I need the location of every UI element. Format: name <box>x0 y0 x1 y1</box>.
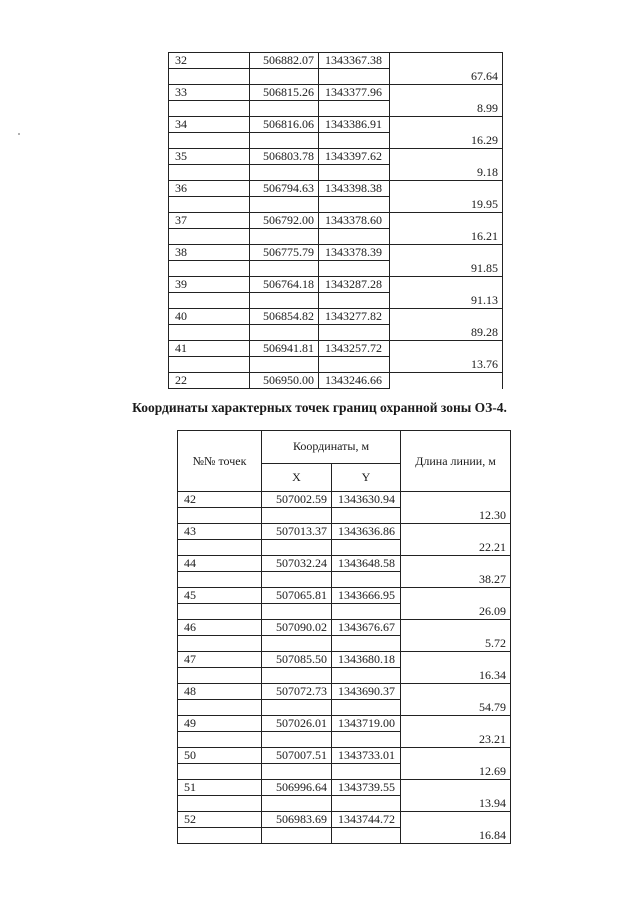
line-length-spacer <box>401 716 511 732</box>
coord-x: 506854.82 <box>250 309 319 325</box>
line-length-spacer <box>390 245 503 261</box>
table-row-length <box>169 165 503 181</box>
line-length: 54.79 <box>401 700 511 716</box>
line-length: 23.21 <box>401 732 511 748</box>
empty-cell <box>262 700 332 716</box>
line-length-spacer <box>401 556 511 572</box>
line-length-spacer <box>401 588 511 604</box>
table-row-length <box>178 604 511 620</box>
coord-y: 1343287.28 <box>319 277 390 293</box>
header-x: X <box>262 463 332 491</box>
table-row-length <box>178 668 511 684</box>
table-row <box>178 684 511 700</box>
table-row <box>178 492 511 508</box>
line-length: 91.85 <box>390 261 503 277</box>
empty-cell <box>319 101 390 117</box>
coord-y: 1343378.60 <box>319 213 390 229</box>
table-row-length <box>178 700 511 716</box>
empty-cell <box>262 732 332 748</box>
table-row <box>178 812 511 828</box>
empty-cell <box>332 828 401 844</box>
coord-y: 1343377.96 <box>319 85 390 101</box>
coord-y: 1343739.55 <box>332 780 401 796</box>
empty-cell <box>178 764 262 780</box>
empty-cell <box>262 604 332 620</box>
coord-x: 507072.73 <box>262 684 332 700</box>
point-number: 46 <box>178 620 262 636</box>
point-number: 33 <box>169 85 250 101</box>
empty-cell <box>169 197 250 213</box>
coord-x: 506764.18 <box>250 277 319 293</box>
point-number: 44 <box>178 556 262 572</box>
table-row <box>169 341 503 357</box>
empty-cell <box>262 764 332 780</box>
line-length-spacer <box>390 213 503 229</box>
line-length: 91.13 <box>390 293 503 309</box>
empty-cell <box>319 165 390 181</box>
table-row-length <box>169 229 503 245</box>
table-row <box>178 716 511 732</box>
coord-x: 507085.50 <box>262 652 332 668</box>
point-number: 43 <box>178 524 262 540</box>
coord-y: 1343398.38 <box>319 181 390 197</box>
table-row <box>169 277 503 293</box>
empty-cell <box>178 508 262 524</box>
line-length: 8.99 <box>390 101 503 117</box>
table-row-length <box>178 732 511 748</box>
coord-y: 1343680.18 <box>332 652 401 668</box>
point-number: 36 <box>169 181 250 197</box>
empty-cell <box>319 293 390 309</box>
coord-y: 1343648.58 <box>332 556 401 572</box>
line-length: 13.94 <box>401 796 511 812</box>
point-number: 47 <box>178 652 262 668</box>
header-y: Y <box>332 463 401 491</box>
coord-y: 1343378.39 <box>319 245 390 261</box>
coord-y: 1343397.62 <box>319 149 390 165</box>
coord-x: 507032.24 <box>262 556 332 572</box>
table-row-length <box>169 197 503 213</box>
table-row-length <box>178 796 511 812</box>
empty-cell <box>319 197 390 213</box>
line-length-spacer <box>401 524 511 540</box>
empty-cell <box>250 101 319 117</box>
table-row-length <box>169 261 503 277</box>
empty-cell <box>178 540 262 556</box>
table-row <box>169 117 503 133</box>
empty-cell <box>332 700 401 716</box>
line-length-spacer <box>401 748 511 764</box>
table-row <box>169 181 503 197</box>
empty-cell <box>250 133 319 149</box>
point-number: 48 <box>178 684 262 700</box>
table-row <box>169 85 503 101</box>
point-number: 40 <box>169 309 250 325</box>
empty-cell <box>262 828 332 844</box>
scan-speck <box>18 133 20 135</box>
empty-cell <box>250 229 319 245</box>
empty-cell <box>169 261 250 277</box>
table-row <box>169 373 503 389</box>
coordinates-table-continued <box>168 52 503 389</box>
line-length: 16.84 <box>401 828 511 844</box>
coord-x: 507002.59 <box>262 492 332 508</box>
coord-y: 1343676.67 <box>332 620 401 636</box>
coord-x: 506815.26 <box>250 85 319 101</box>
point-number: 39 <box>169 277 250 293</box>
empty-cell <box>169 293 250 309</box>
line-length-spacer <box>390 53 503 69</box>
table-row <box>178 524 511 540</box>
header-line-length: Длина линии, м <box>401 431 511 492</box>
table-row-length <box>169 293 503 309</box>
empty-cell <box>178 828 262 844</box>
line-length: 16.34 <box>401 668 511 684</box>
empty-cell <box>332 764 401 780</box>
coord-x: 507090.02 <box>262 620 332 636</box>
point-number: 37 <box>169 213 250 229</box>
empty-cell <box>169 133 250 149</box>
line-length-spacer <box>390 309 503 325</box>
coord-y: 1343719.00 <box>332 716 401 732</box>
coord-x: 507065.81 <box>262 588 332 604</box>
coord-y: 1343690.37 <box>332 684 401 700</box>
line-length-spacer <box>401 684 511 700</box>
line-length-spacer <box>401 652 511 668</box>
line-length-spacer <box>390 341 503 357</box>
line-length-spacer <box>401 492 511 508</box>
empty-cell <box>262 572 332 588</box>
empty-cell <box>332 540 401 556</box>
empty-cell <box>169 69 250 85</box>
line-length: 9.18 <box>390 165 503 181</box>
empty-cell <box>178 732 262 748</box>
empty-cell <box>332 604 401 620</box>
empty-cell <box>319 357 390 373</box>
empty-cell <box>178 604 262 620</box>
empty-cell <box>169 229 250 245</box>
line-length: 16.29 <box>390 133 503 149</box>
point-number: 41 <box>169 341 250 357</box>
point-number: 49 <box>178 716 262 732</box>
empty-cell <box>250 197 319 213</box>
empty-cell <box>332 636 401 652</box>
header-coordinates: Координаты, м <box>262 431 401 464</box>
coord-y: 1343367.38 <box>319 53 390 69</box>
point-number: 45 <box>178 588 262 604</box>
line-length-spacer <box>401 812 511 828</box>
table-row-length <box>178 572 511 588</box>
coord-x: 507013.37 <box>262 524 332 540</box>
coord-x: 506950.00 <box>250 373 319 389</box>
table-row <box>169 213 503 229</box>
line-length: 22.21 <box>401 540 511 556</box>
coord-y: 1343246.66 <box>319 373 390 389</box>
line-length: 12.30 <box>401 508 511 524</box>
table-row-length <box>169 101 503 117</box>
empty-cell <box>262 636 332 652</box>
empty-cell <box>169 101 250 117</box>
coord-y: 1343666.95 <box>332 588 401 604</box>
coord-y: 1343744.72 <box>332 812 401 828</box>
table-row-length <box>169 69 503 85</box>
point-number: 51 <box>178 780 262 796</box>
line-length: 19.95 <box>390 197 503 213</box>
table-row-length <box>169 357 503 373</box>
line-length: 67.64 <box>390 69 503 85</box>
point-number: 52 <box>178 812 262 828</box>
point-number: 35 <box>169 149 250 165</box>
line-length-spacer <box>390 85 503 101</box>
coord-x: 507007.51 <box>262 748 332 764</box>
empty-cell <box>319 133 390 149</box>
empty-cell <box>169 325 250 341</box>
empty-cell <box>250 357 319 373</box>
empty-cell <box>250 165 319 181</box>
point-number: 34 <box>169 117 250 133</box>
empty-cell <box>319 261 390 277</box>
empty-cell <box>178 636 262 652</box>
table-row <box>169 149 503 165</box>
empty-cell <box>262 796 332 812</box>
empty-cell <box>250 293 319 309</box>
empty-cell <box>178 700 262 716</box>
line-length: 5.72 <box>401 636 511 652</box>
table-row-length <box>169 325 503 341</box>
empty-cell <box>250 325 319 341</box>
empty-cell <box>332 796 401 812</box>
coord-y: 1343733.01 <box>332 748 401 764</box>
line-length-spacer <box>401 620 511 636</box>
table-row <box>169 245 503 261</box>
table-row <box>178 556 511 572</box>
point-number: 42 <box>178 492 262 508</box>
table-row <box>178 748 511 764</box>
empty-cell <box>332 508 401 524</box>
line-length: 38.27 <box>401 572 511 588</box>
line-length-spacer <box>390 117 503 133</box>
empty-cell <box>178 572 262 588</box>
coord-x: 506794.63 <box>250 181 319 197</box>
table-row <box>178 780 511 796</box>
table-row <box>178 652 511 668</box>
empty-cell <box>178 668 262 684</box>
line-length-spacer <box>401 780 511 796</box>
table-row-length <box>169 133 503 149</box>
line-length: 13.76 <box>390 357 503 373</box>
line-length-spacer <box>390 181 503 197</box>
empty-cell <box>262 508 332 524</box>
coord-x: 506996.64 <box>262 780 332 796</box>
table2-body <box>178 492 511 844</box>
table-row <box>169 309 503 325</box>
table-row-length <box>178 508 511 524</box>
line-length-spacer <box>390 277 503 293</box>
empty-cell <box>319 69 390 85</box>
coord-x: 506792.00 <box>250 213 319 229</box>
table-row-length <box>178 764 511 780</box>
empty-cell <box>332 572 401 588</box>
point-number: 32 <box>169 53 250 69</box>
line-length-spacer <box>390 149 503 165</box>
empty-cell <box>169 165 250 181</box>
line-length: 12.69 <box>401 764 511 780</box>
empty-cell <box>319 325 390 341</box>
coord-y: 1343277.82 <box>319 309 390 325</box>
empty-cell <box>250 261 319 277</box>
table-row-length <box>178 828 511 844</box>
empty-cell <box>262 540 332 556</box>
empty-cell <box>332 732 401 748</box>
coord-x: 506983.69 <box>262 812 332 828</box>
coord-x: 507026.01 <box>262 716 332 732</box>
section-title: Координаты характерных точек границ охранной зоны ОЗ-4. <box>132 400 507 415</box>
table-row <box>178 588 511 604</box>
coord-y: 1343257.72 <box>319 341 390 357</box>
point-number: 22 <box>169 373 250 389</box>
table-row <box>169 53 503 69</box>
empty-cell <box>332 668 401 684</box>
empty-cell <box>178 796 262 812</box>
table1-body <box>169 53 503 389</box>
coord-x: 506882.07 <box>250 53 319 69</box>
line-length-spacer <box>390 373 503 389</box>
empty-cell <box>169 357 250 373</box>
table-row-length <box>178 636 511 652</box>
header-point-number: №№ точек <box>178 431 262 492</box>
line-length: 16.21 <box>390 229 503 245</box>
coord-x: 506816.06 <box>250 117 319 133</box>
line-length: 26.09 <box>401 604 511 620</box>
table2-header <box>178 431 511 492</box>
coord-y: 1343630.94 <box>332 492 401 508</box>
coord-x: 506941.81 <box>250 341 319 357</box>
empty-cell <box>262 668 332 684</box>
coord-x: 506775.79 <box>250 245 319 261</box>
empty-cell <box>319 229 390 245</box>
table-row <box>178 620 511 636</box>
coord-y: 1343386.91 <box>319 117 390 133</box>
line-length: 89.28 <box>390 325 503 341</box>
empty-cell <box>250 69 319 85</box>
coordinates-table-oz4 <box>177 430 511 844</box>
point-number: 38 <box>169 245 250 261</box>
table-row-length <box>178 540 511 556</box>
point-number: 50 <box>178 748 262 764</box>
coord-x: 506803.78 <box>250 149 319 165</box>
coord-y: 1343636.86 <box>332 524 401 540</box>
